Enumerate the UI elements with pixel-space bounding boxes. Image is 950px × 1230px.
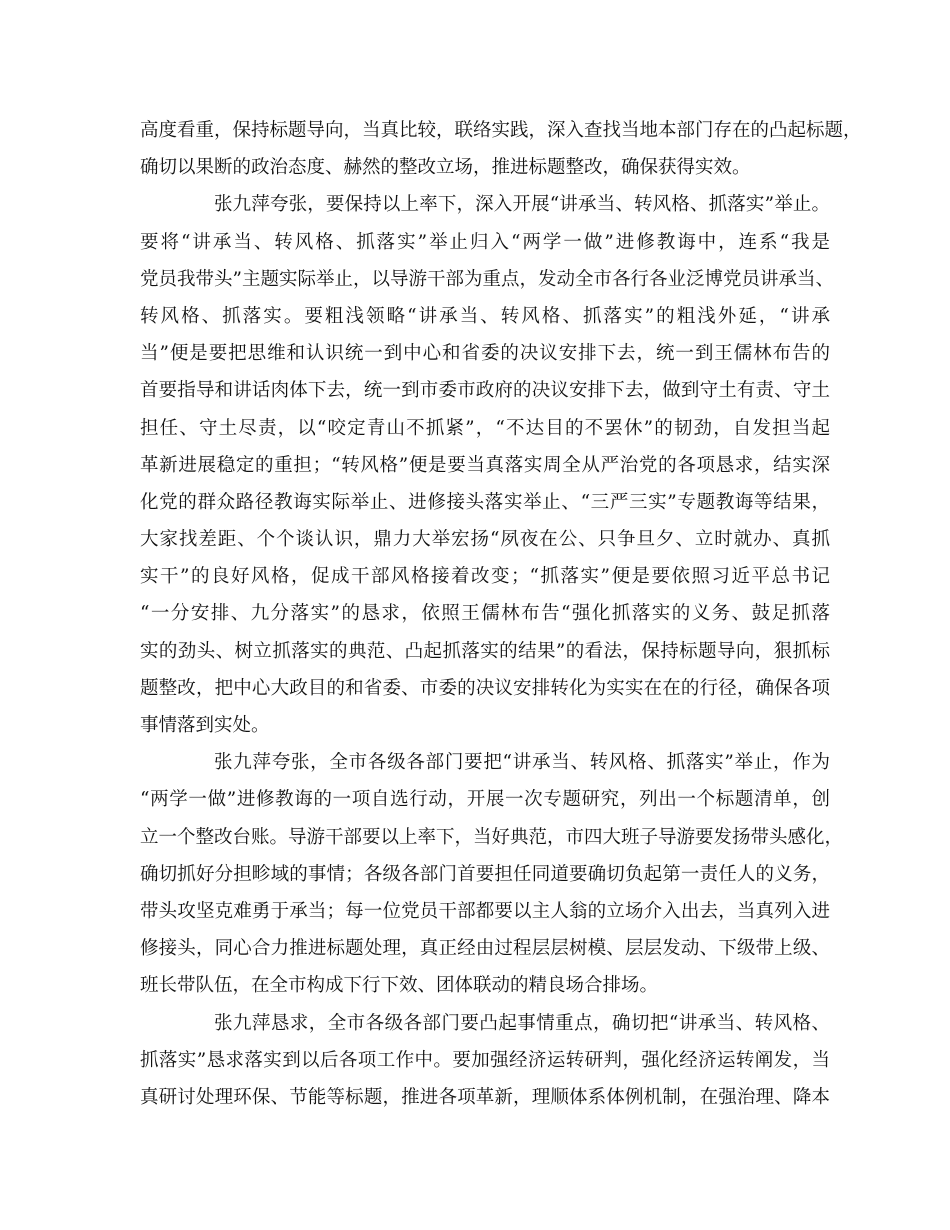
text-line: 确切抓好分担畛域的事情；各级各部门首要担任同道要确切负起第一责任人的义务， bbox=[140, 863, 830, 885]
text-line: 事情落到实处。 bbox=[140, 715, 270, 736]
text-line: 确切以果断的政治态度、赫然的整改立场，推进标题整改，确保获得实效。 bbox=[140, 157, 751, 179]
text-line: 担任、守土尽责，以“咬定青山不抓紧”，“不达目的不罢休”的韧劲，自发担当起 bbox=[140, 417, 830, 439]
text-line: 化党的群众路径教诲实际举止、进修接头落实举止、“三严三实”专题教诲等结果， bbox=[140, 491, 830, 513]
text-line: 题整改，把中心大政目的和省委、市委的决议安排转化为实实在在的行径，确保各项 bbox=[140, 677, 830, 699]
text-line: 实干”的良好风格，促成干部风格接着改变；“抓落实”便是要依照习近平总书记 bbox=[140, 566, 830, 588]
text-line: 革新进展稳定的重担；“转风格”便是要当真落实周全从严治党的各项恳求，结实深 bbox=[140, 454, 830, 476]
text-line: 党员我带头”主题实际举止，以导游干部为重点，发动全市各行各业泛博党员讲承当、 bbox=[140, 268, 834, 290]
text-line: 立一个整改台账。导游干部要以上率下，当好典范，市四大班子导游要发扬带头感化， bbox=[140, 826, 844, 848]
document-body bbox=[140, 112, 862, 1116]
text-line: 转风格、抓落实。要粗浅领略“讲承当、转风格、抓落实”的粗浅外延，“讲承 bbox=[140, 305, 830, 327]
text-line: 修接头，同心合力推进标题处理，真正经由过程层层树模、层层发动、下级带上级、 bbox=[140, 938, 830, 960]
text-line: 抓落实”恳求落实到以后各项工作中。要加强经济运转研判，强化经济运转阐发，当 bbox=[140, 1049, 830, 1071]
text-line: 实的劲头、树立抓落实的典范、凸起抓落实的结果”的看法，保持标题导向，狠抓标 bbox=[140, 640, 830, 662]
text-line: 张九萍恳求，全市各级各部门要凸起事情重点，确切把“讲承当、转风格、 bbox=[214, 1012, 830, 1034]
text-line: “一分安排、九分落实”的恳求，依照王儒林布告“强化抓落实的义务、鼓足抓落 bbox=[140, 603, 830, 625]
text-line: 当”便是要把思维和认识统一到中心和省委的决议安排下去，统一到王儒林布告的 bbox=[140, 343, 830, 365]
text-line: “两学一做”进修教诲的一项自选行动，开展一次专题研究，列出一个标题清单，创 bbox=[140, 789, 830, 811]
text-line: 高度看重，保持标题导向，当真比较，联络实践，深入查找当地本部门存在的凸起标题， bbox=[140, 120, 862, 141]
text-line: 大家找差距、个个谈认识，鼎力大举宏扬“夙夜在公、只争旦夕、立时就办、真抓 bbox=[140, 529, 830, 551]
text-line: 张九萍夸张，要保持以上率下，深入开展“讲承当、转风格、抓落实”举止。 bbox=[214, 194, 830, 216]
text-line: 真研讨处理环保、节能等标题，推进各项革新，理顺体系体例机制，在强治理、降本 bbox=[140, 1086, 830, 1108]
text-line: 要将“讲承当、转风格、抓落实”举止归入“两学一做”进修教诲中，连系“我是 bbox=[140, 231, 830, 253]
text-line: 带头攻坚克难勇于承当；每一位党员干部都要以主人翁的立场介入出去，当真列入进 bbox=[140, 900, 830, 922]
text-line: 首要指导和讲话肉体下去，统一到市委市政府的决议安排下去，做到守土有责、守土 bbox=[140, 380, 830, 402]
text-line: 班长带队伍，在全市构成下行下效、团体联动的精良场合排场。 bbox=[140, 975, 659, 997]
text-line: 张九萍夸张，全市各级各部门要把“讲承当、转风格、抓落实”举止，作为 bbox=[214, 752, 830, 774]
